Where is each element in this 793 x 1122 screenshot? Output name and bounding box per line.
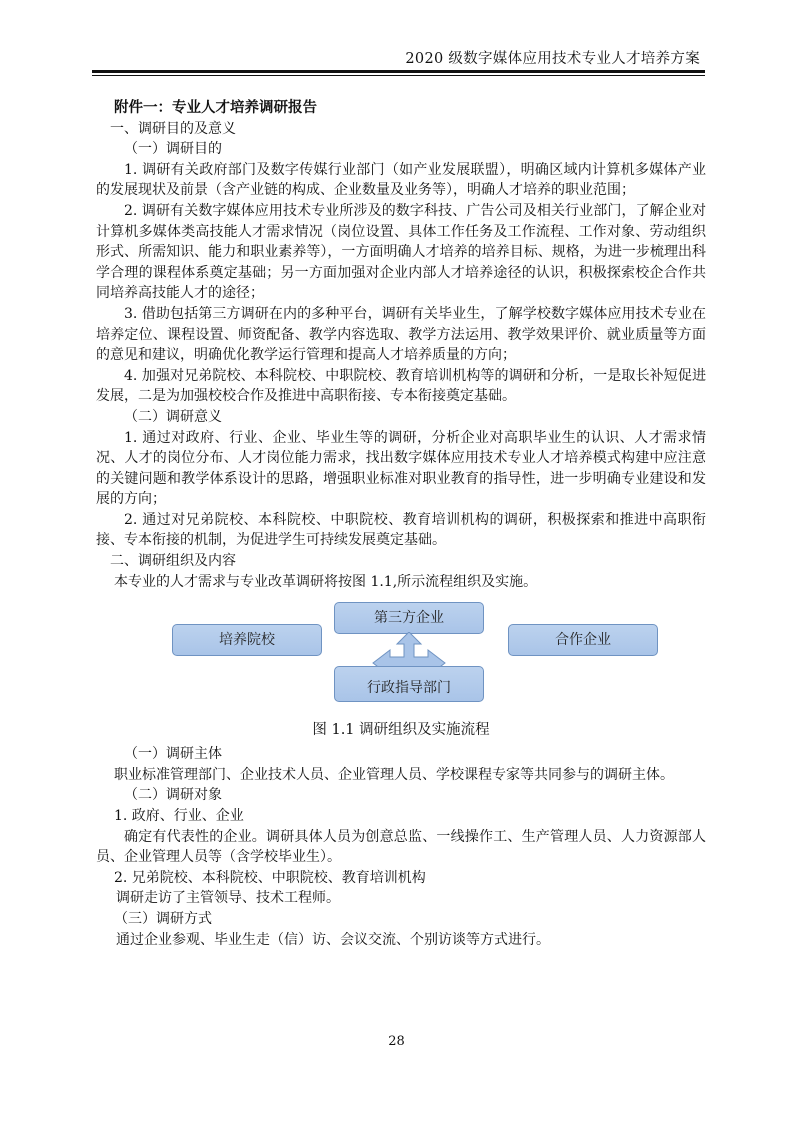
node-training-school: 培养院校 xyxy=(172,624,322,656)
header-rule-thin xyxy=(92,75,705,76)
flow-diagram xyxy=(96,596,706,720)
section-2-2-title: （二）调研对象 xyxy=(124,787,222,804)
object-item-1-text: 确定有代表性的企业。调研具体人员为创意总监、一线操作工、生产管理人员、人力资源部人员、企业管理人员等（含学校毕业生）。 xyxy=(96,828,706,866)
section-1-title: 一、调研目的及意义 xyxy=(110,120,236,137)
section-2-1-title: （一）调研主体 xyxy=(124,746,222,763)
section-2-title: 二、调研组织及内容 xyxy=(110,553,236,570)
page-number: 28 xyxy=(388,1034,405,1049)
header-rule-thick xyxy=(92,70,705,73)
section-1-2-title: （二）调研意义 xyxy=(124,408,222,425)
object-item-2-title: 2. 兄弟院校、本科院校、中职院校、教育培训机构 xyxy=(114,869,426,886)
attachment-heading: 附件一：专业人才培养调研报告 xyxy=(114,100,317,116)
figure-caption: 图 1.1 调研组织及实施流程 xyxy=(312,722,490,739)
running-header-title: 2020 级数字媒体应用技术专业人才培养方案 xyxy=(405,51,700,67)
research-subject-text: 职业标准管理部门、企业技术人员、企业管理人员、学校课程专家等共同参与的调研主体。 xyxy=(114,766,674,783)
research-method-text: 通过企业参观、毕业生走（信）访、会议交流、个别访谈等方式进行。 xyxy=(116,931,550,948)
section-2-3-title: （三）调研方式 xyxy=(114,911,212,927)
node-administrative-department: 行政指导部门 xyxy=(334,666,484,702)
purpose-item-4: 4. 加强对兄弟院校、本科院校、中职院校、教育培训机构等的调研和分析，一是取长补短促进发展，二是为加强校校合作及推进中高职衔接、专本衔接奠定基础。 xyxy=(96,367,706,405)
purpose-item-3: 3. 借助包括第三方调研在内的多种平台，调研有关毕业生，了解学校数字媒体应用技术专业在培养定位、课程设置、师资配备、教学内容选取、教学方法运用、教学效果评价、就业质量等方面的意见和建议，明确优化教学运行管理和提高人才培养质量的方向； xyxy=(96,305,706,364)
significance-item-1: 1. 通过对政府、行业、企业、毕业生等的调研，分析企业对高职毕业生的认识、人才需求情况、人才的岗位分布、人才岗位能力需求，找出数字媒体应用技术专业人才培养模式构建中应注意的关键问题和教学体系设计的思路，增强职业标准对职业教育的指导性，进一步明确专业建设和发展的方向； xyxy=(96,429,706,508)
section-1-1-title: （一）调研目的 xyxy=(124,141,222,158)
node-third-party-enterprise: 第三方企业 xyxy=(334,602,484,634)
diagram-intro: 本专业的人才需求与专业改革调研将按图 1.1,所示流程组织及实施。 xyxy=(114,573,538,590)
node-partner-enterprise: 合作企业 xyxy=(508,624,658,656)
object-item-2-text: 调研走访了主管领导、技术工程师。 xyxy=(116,890,340,907)
object-item-1-title: 1. 政府、行业、企业 xyxy=(114,808,244,825)
purpose-item-2: 2. 调研有关数字媒体应用技术专业所涉及的数字科技、广告公司及相关行业部门，了解企业对计算机多媒体类高技能人才需求情况（岗位设置、具体工作任务及工作流程、工作对象、劳动组织形式、所需知识、能力和职业素养等），一方面明确人才培养的培养目标、规格，为进一步梳理出科学合理的课程体系奠定基础；另一方面加强对企业内部人才培养途径的认识，积极探索校企合作共同培养高技能人才的途径； xyxy=(96,202,706,302)
page-body xyxy=(96,98,706,950)
significance-item-2: 2. 通过对兄弟院校、本科院校、中职院校、教育培训机构的调研，积极探索和推进中高职衔接、专本衔接的机制，为促进学生可持续发展奠定基础。 xyxy=(96,511,706,549)
purpose-item-1: 1. 调研有关政府部门及数字传媒行业部门（如产业发展联盟），明确区域内计算机多媒体产业的发展现状及前景（含产业链的构成、企业数量及业务等），明确人才培养的职业范围； xyxy=(96,161,706,199)
